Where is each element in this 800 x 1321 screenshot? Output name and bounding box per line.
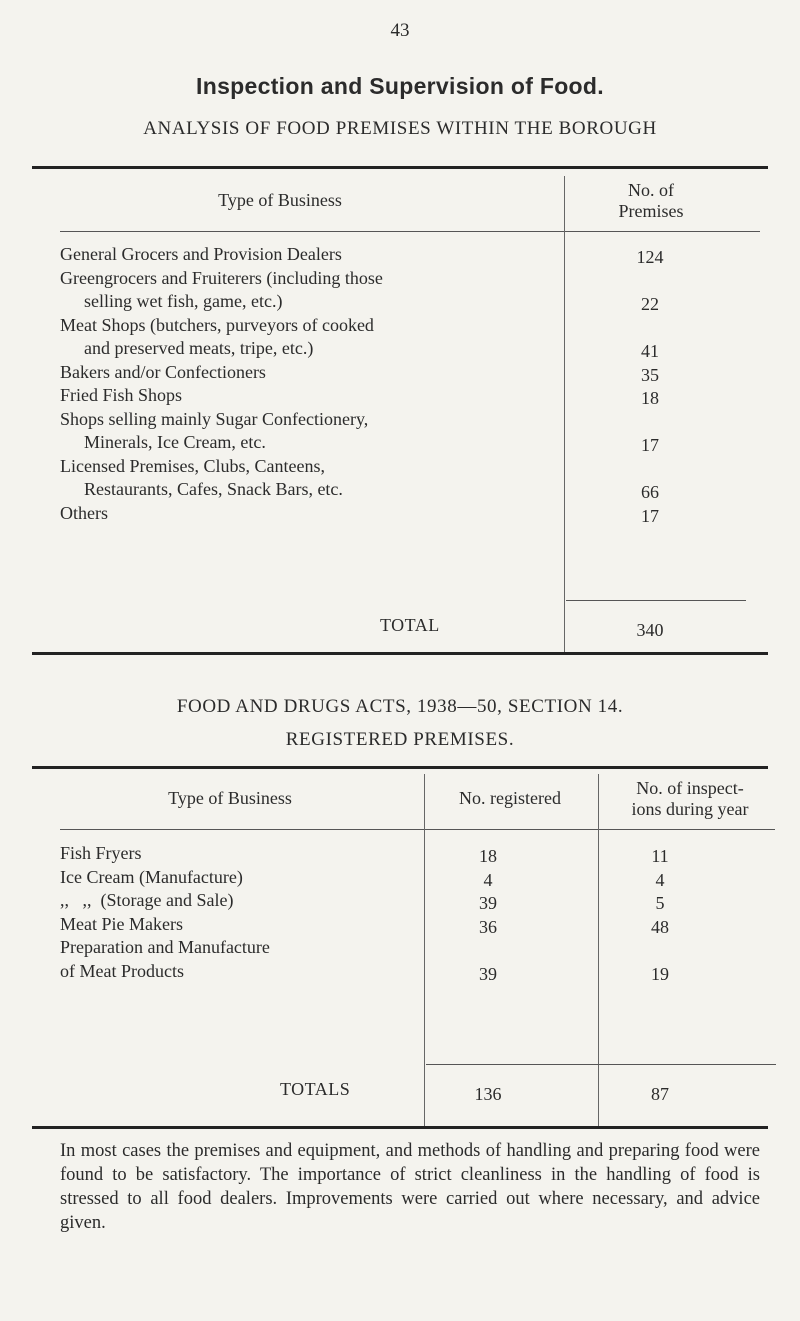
table2-total-rule (426, 1064, 776, 1065)
table1-row-1-value: 124 (636, 247, 664, 267)
table2-header-inspections (600, 778, 780, 820)
table2-row-1-line-1: Fish Fryers (60, 843, 142, 863)
table2-total-inspections: 87 (651, 1084, 669, 1104)
table2-title-line2: REGISTERED PREMISES. (285, 729, 515, 750)
table2-top-rule (32, 766, 768, 769)
table1-row-2-line-2: selling wet fish, game, etc.) (84, 291, 283, 311)
table2-row-5-line-1: Preparation and Manufacture (60, 937, 270, 957)
table2-column-divider-2 (598, 774, 599, 1126)
table1-row-4-line-1: Bakers and/or Confectioners (60, 361, 266, 382)
table1-row-7-line-2: Restaurants, Cafes, Snack Bars, etc. (84, 479, 343, 499)
table1-total-value: 340 (636, 620, 664, 640)
page-heading: Inspection and Supervision of Food. (196, 73, 604, 99)
table1-row-6-line-1: Shops selling mainly Sugar Confectionery, (60, 408, 369, 429)
table1-row-2-line-1: Greengrocers and Fruiterers (including those (60, 267, 383, 288)
table1-row-3-line-2: and preserved meats, tripe, etc.) (84, 338, 314, 358)
table2-row-5-registered: 39 (479, 963, 497, 984)
table2-row-5-inspections: 19 (651, 963, 669, 984)
table2-row-2-registered: 4 (483, 869, 493, 890)
table2-row-2-line-1: Ice Cream (Manufacture) (60, 866, 243, 887)
table2-row-1-registered: 18 (479, 846, 497, 866)
table2-row-3-registered: 39 (479, 893, 497, 913)
table2-row-4-registered: 36 (479, 916, 497, 937)
table2-header-type: Type of Business (168, 788, 292, 808)
table2-row-4-inspections: 48 (651, 916, 669, 937)
table2-row-4-line-1: Meat Pie Makers (60, 913, 183, 934)
table2-header-inspections-line1: No. of inspect- (636, 778, 744, 798)
table2-row-2-inspections: 4 (655, 869, 665, 890)
page-number: 43 (390, 20, 410, 41)
table2-column-divider-1 (424, 774, 425, 1126)
table1-row-2-value: 22 (641, 294, 659, 314)
table1-row-7-value: 66 (641, 482, 659, 502)
table2-row-5-line-2: of Meat Products (60, 960, 184, 981)
table1-header-premises-line2: Premises (618, 201, 684, 221)
table2-total-label: TOTALS (280, 1079, 351, 1099)
table1-row-8-value: 17 (641, 505, 659, 526)
table1-row-7-line-1: Licensed Premises, Clubs, Canteens, (60, 455, 325, 476)
table1-header-premises (566, 180, 736, 222)
table2-total-registered: 136 (474, 1084, 502, 1104)
table1-row-4-value: 35 (641, 364, 659, 385)
table2-row-1-inspections: 11 (651, 846, 669, 866)
table1-row-3-value: 41 (641, 341, 659, 361)
table1-top-rule (32, 166, 768, 169)
table1-header-premises-line1: No. of (628, 180, 674, 200)
table1-total-rule (566, 600, 746, 601)
table2-header-registered: No. registered (459, 788, 561, 808)
table1-row-1-line-1: General Grocers and Provision Dealers (60, 244, 342, 264)
table1-row-6-value: 17 (641, 435, 659, 455)
table1-bottom-rule (32, 652, 768, 655)
table1-total-label: TOTAL (380, 615, 440, 635)
table1-row-8-line-1: Others (60, 502, 108, 523)
table1-header-type: Type of Business (218, 190, 342, 210)
table1-title: ANALYSIS OF FOOD PREMISES WITHIN THE BOROUGH (143, 118, 657, 139)
closing-paragraph: In most cases the premises and equipment, and methods of handling and preparing food were found to be satisfactory. The importance of strict cleanliness in the handling of food is stressed to all food dealers. Improvements were carried out where necessary, and advice given. (60, 1141, 760, 1233)
table2-row-3-line-1: ,, ,, (Storage and Sale) (60, 890, 234, 910)
table1-column-divider (564, 176, 565, 652)
table1-header-rule (60, 231, 760, 232)
table2-row-3-inspections: 5 (655, 893, 665, 913)
table2-header-inspections-line2: ions during year (631, 799, 749, 819)
table1-row-5-value: 18 (641, 388, 659, 408)
table2-header-rule (60, 829, 775, 830)
table2-title-line1: FOOD AND DRUGS ACTS, 1938—50, SECTION 14. (176, 696, 624, 717)
table2-bottom-rule (32, 1126, 768, 1129)
table1-row-6-line-2: Minerals, Ice Cream, etc. (84, 432, 266, 452)
table1-row-5-line-1: Fried Fish Shops (60, 385, 183, 405)
table1-row-3-line-1: Meat Shops (butchers, purveyors of cooked (60, 314, 374, 335)
